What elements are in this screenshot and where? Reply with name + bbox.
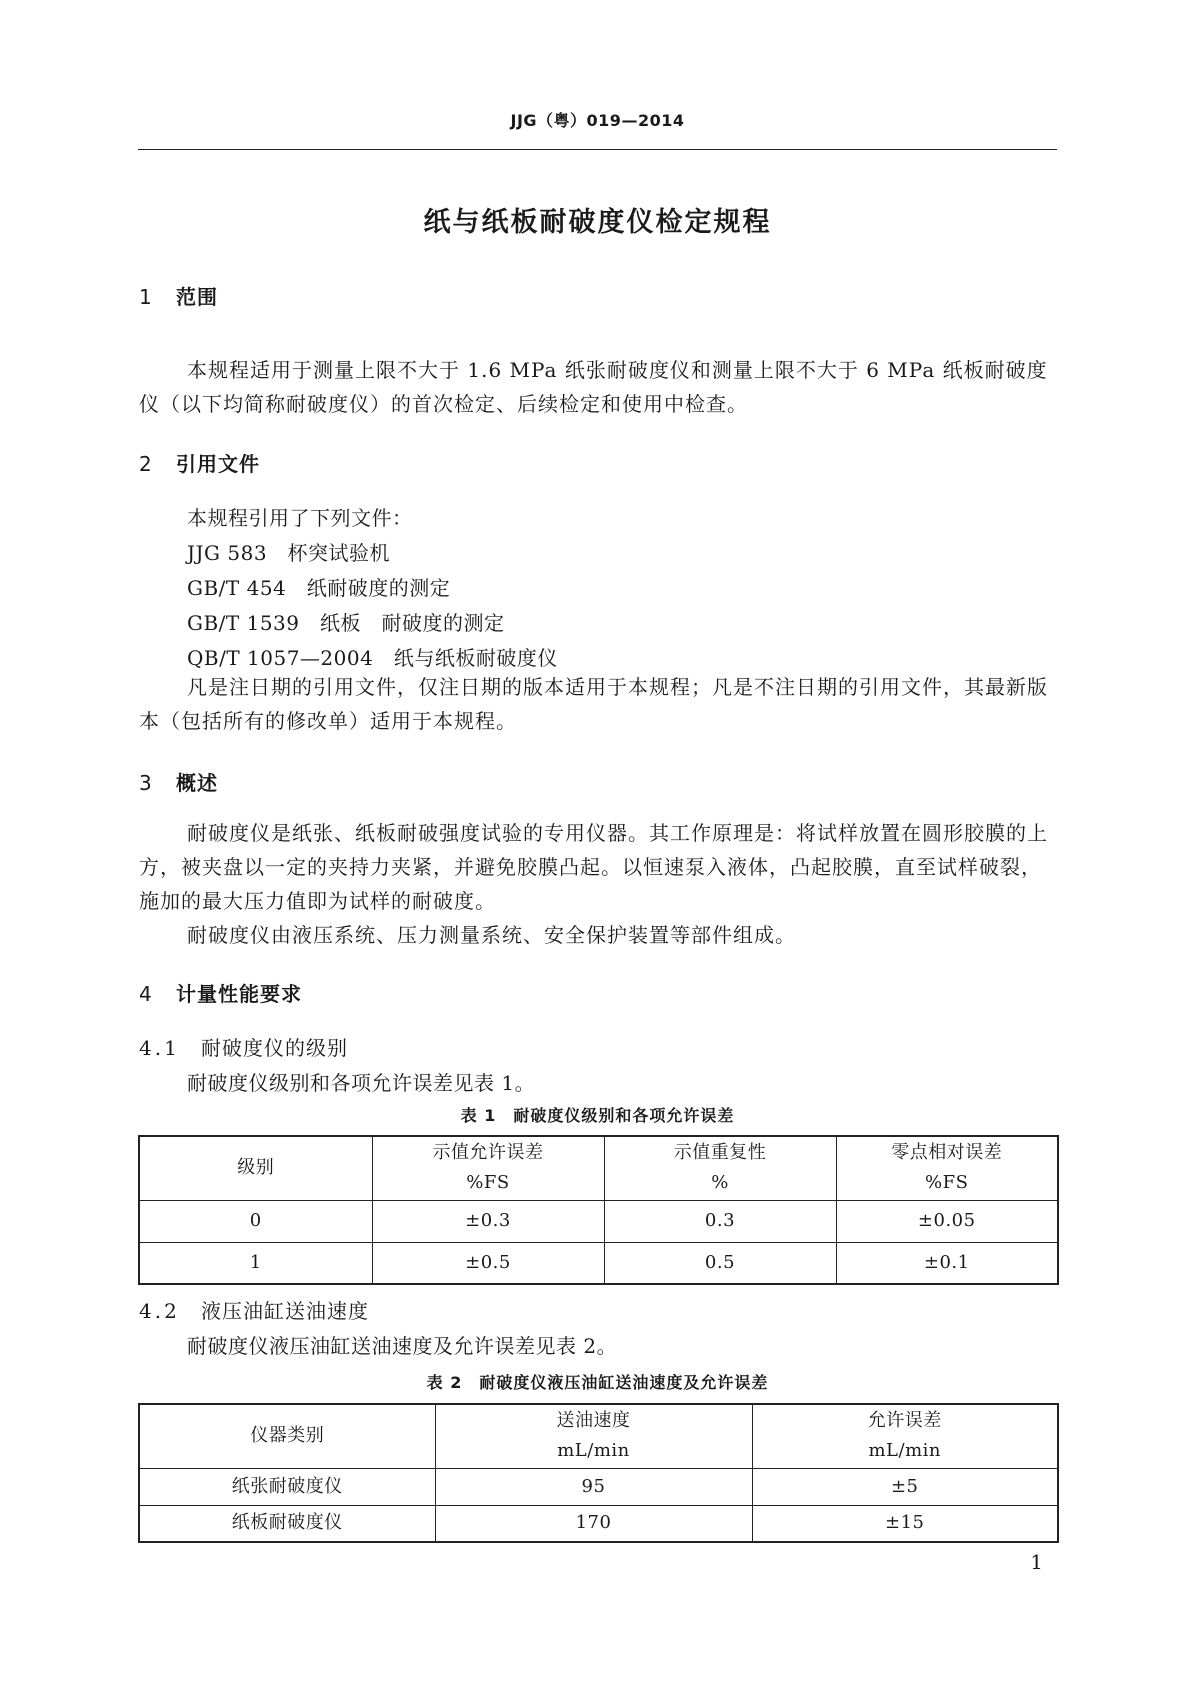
section-4-heading — [139, 978, 302, 1007]
table-cell: ±0.05 — [836, 1200, 1058, 1242]
section-number: 1 — [139, 285, 153, 309]
table-header-row — [139, 1136, 1058, 1200]
section-3-paragraph-1: 耐破度仪是纸张、纸板耐破强度试验的专用仪器。其工作原理是：将试样放置在圆形胶膜的上方，被夹盘以一定的夹持力夹紧，并避免胶膜凸起。以恒速泵入液体，凸起胶膜，直至试样破裂，施加的最大压力值即为试样的耐破度。 — [139, 821, 1048, 913]
table-cell: 0.3 — [604, 1200, 836, 1242]
table-row — [139, 1468, 1058, 1505]
table-header-cell: 仪器类别 — [139, 1404, 435, 1468]
subsection-4-2-paragraph: 耐破度仪液压油缸送油速度及允许误差见表 2。 — [187, 1334, 618, 1358]
table-header-cell: 送油速度 mL/min — [435, 1404, 752, 1468]
reference-item: JJG 583 杯突试验机 — [187, 541, 391, 565]
header-rule — [138, 149, 1057, 150]
subsection-4-2-heading — [139, 1295, 369, 1324]
table-cell: 0.5 — [604, 1242, 836, 1284]
table-cell: 0 — [139, 1200, 372, 1242]
section-3-heading — [139, 767, 218, 796]
table-header-cell: 允许误差 mL/min — [752, 1404, 1058, 1468]
table-2 — [138, 1403, 1059, 1543]
section-title: 概述 — [176, 771, 218, 795]
table-1-caption: 表 1 耐破度仪级别和各项允许误差 — [460, 1106, 735, 1125]
section-title: 范围 — [176, 285, 218, 309]
table-cell: ±15 — [752, 1505, 1058, 1542]
section-2-heading — [139, 448, 260, 477]
table-cell: 95 — [435, 1468, 752, 1505]
table-2-caption: 表 2 耐破度仪液压油缸送油速度及允许误差 — [426, 1373, 769, 1392]
document-title: 纸与纸板耐破度仪检定规程 — [423, 207, 772, 238]
table-header-cell: 级别 — [139, 1136, 372, 1200]
table-cell: ±5 — [752, 1468, 1058, 1505]
table-cell: 170 — [435, 1505, 752, 1542]
section-1-heading — [139, 281, 218, 310]
table-header-cell: 示值允许误差 %FS — [372, 1136, 604, 1200]
table-1 — [138, 1135, 1059, 1285]
table-row — [139, 1200, 1058, 1242]
page-header: JJG（粤）019—2014 — [510, 111, 685, 130]
subsection-title: 液压油缸送油速度 — [201, 1299, 369, 1323]
table-row — [139, 1505, 1058, 1542]
references-intro: 本规程引用了下列文件： — [187, 506, 413, 530]
subsection-4-1-heading — [139, 1032, 348, 1061]
reference-item: GB/T 454 纸耐破度的测定 — [187, 576, 451, 600]
subsection-number: 4.2 — [139, 1299, 180, 1323]
table-header-cell: 零点相对误差 %FS — [836, 1136, 1058, 1200]
table-cell: 1 — [139, 1242, 372, 1284]
table-cell: 纸张耐破度仪 — [139, 1468, 435, 1505]
reference-item: GB/T 1539 纸板 耐破度的测定 — [187, 611, 505, 635]
table-cell: 纸板耐破度仪 — [139, 1505, 435, 1542]
subsection-4-1-paragraph: 耐破度仪级别和各项允许误差见表 1。 — [187, 1071, 536, 1095]
subsection-number: 4.1 — [139, 1036, 180, 1060]
table-header-cell: 示值重复性 % — [604, 1136, 836, 1200]
table-header-row — [139, 1404, 1058, 1468]
reference-item: QB/T 1057—2004 纸与纸板耐破度仪 — [187, 646, 558, 670]
page-number: 1 — [1030, 1550, 1043, 1574]
table-cell: ±0.3 — [372, 1200, 604, 1242]
section-1-paragraph: 本规程适用于测量上限不大于 1.6 MPa 纸张耐破度仪和测量上限不大于 6 MPa 纸板耐破度仪（以下均简称耐破度仪）的首次检定、后续检定和使用中检查。 — [139, 358, 1048, 416]
section-title: 计量性能要求 — [176, 982, 302, 1006]
section-3-paragraph-2: 耐破度仪由液压系统、压力测量系统、安全保护装置等部件组成。 — [187, 923, 796, 947]
section-number: 4 — [139, 982, 153, 1006]
subsection-title: 耐破度仪的级别 — [201, 1036, 348, 1060]
table-cell: ±0.5 — [372, 1242, 604, 1284]
table-cell: ±0.1 — [836, 1242, 1058, 1284]
section-title: 引用文件 — [176, 452, 260, 476]
section-number: 2 — [139, 452, 153, 476]
table-row — [139, 1242, 1058, 1284]
section-2-paragraph: 凡是注日期的引用文件，仅注日期的版本适用于本规程；凡是不注日期的引用文件，其最新版本（包括所有的修改单）适用于本规程。 — [139, 675, 1048, 733]
section-number: 3 — [139, 771, 153, 795]
